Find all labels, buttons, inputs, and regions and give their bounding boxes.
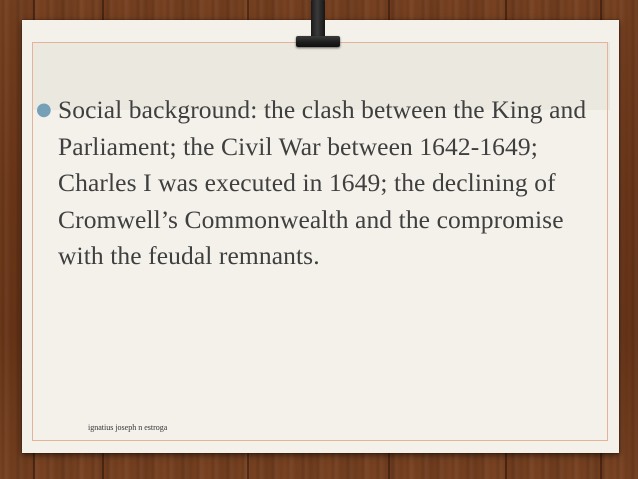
bullet-text: Social background: the clash between the King and Parliament; the Civil War between 1642-1649; Charles I was executed in 1649; the declining of Cromwell’s Commonwealth and the compromise with the feudal remnants. [58, 95, 587, 270]
bullet-list-item [34, 92, 609, 275]
slide-content [34, 92, 609, 275]
pushpin-icon [296, 0, 340, 48]
bullet-dot-icon: ● [36, 99, 52, 120]
pushpin-head [296, 36, 340, 47]
pushpin-stem [311, 0, 325, 38]
slide-footer: ignatius joseph n estroga [88, 423, 168, 432]
